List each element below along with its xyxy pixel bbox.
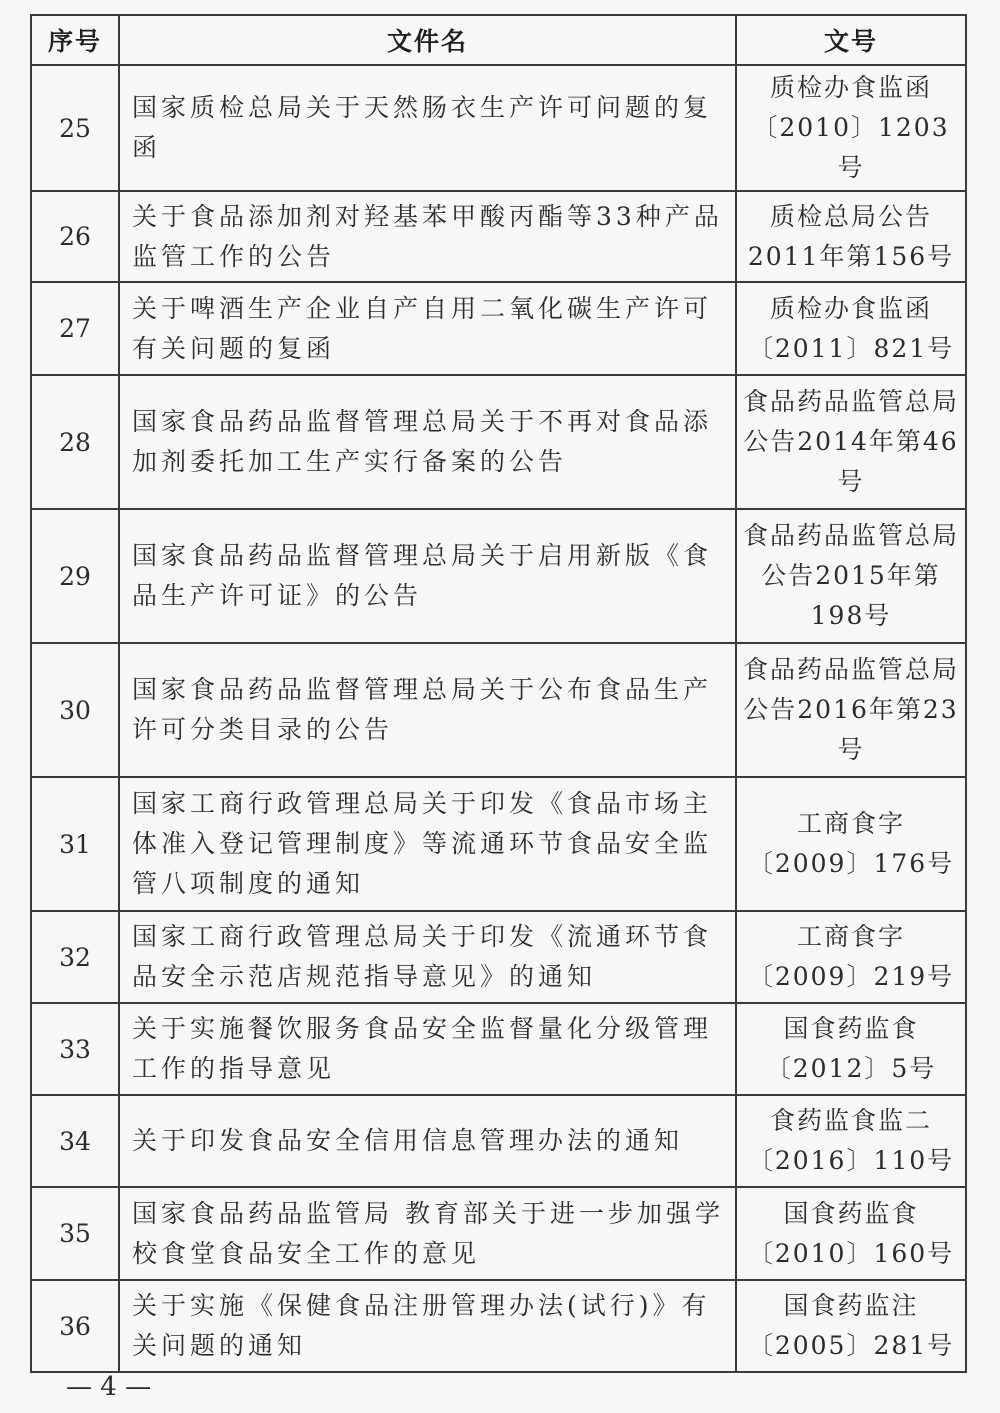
row-doc: 国食药监食〔2010〕160号 — [736, 1187, 966, 1280]
row-no: 27 — [31, 282, 119, 375]
row-doc: 食药监食监二〔2016〕110号 — [736, 1095, 966, 1187]
row-no: 26 — [31, 191, 119, 282]
row-doc: 国食药监注〔2005〕281号 — [736, 1280, 966, 1372]
row-no: 36 — [31, 1280, 119, 1372]
row-doc: 食品药品监管总局公告2015年第198号 — [736, 509, 966, 643]
row-title: 国家质检总局关于天然肠衣生产许可问题的复函 — [119, 65, 736, 191]
row-title: 国家工商行政管理总局关于印发《食品市场主体准入登记管理制度》等流通环节食品安全监管八项制度的通知 — [119, 777, 736, 911]
table-row — [31, 65, 966, 191]
row-doc: 食品药品监管总局公告2016年第23号 — [736, 643, 966, 777]
table-row — [31, 282, 966, 375]
header-no: 序号 — [31, 15, 119, 65]
table-row — [31, 1280, 966, 1372]
document-table — [30, 14, 967, 1373]
row-title: 国家工商行政管理总局关于印发《流通环节食品安全示范店规范指导意见》的通知 — [119, 911, 736, 1003]
row-doc: 工商食字〔2009〕176号 — [736, 777, 966, 911]
row-no: 33 — [31, 1003, 119, 1095]
row-title: 国家食品药品监督管理总局关于不再对食品添加剂委托加工生产实行备案的公告 — [119, 375, 736, 509]
table-header-row — [31, 15, 966, 65]
row-title: 关于实施餐饮服务食品安全监督量化分级管理工作的指导意见 — [119, 1003, 736, 1095]
row-title: 关于印发食品安全信用信息管理办法的通知 — [119, 1095, 736, 1187]
row-no: 34 — [31, 1095, 119, 1187]
header-doc: 文号 — [736, 15, 966, 65]
row-no: 35 — [31, 1187, 119, 1280]
row-doc: 工商食字〔2009〕219号 — [736, 911, 966, 1003]
row-no: 32 — [31, 911, 119, 1003]
table-row — [31, 1003, 966, 1095]
row-no: 31 — [31, 777, 119, 911]
row-doc: 食品药品监管总局公告2014年第46号 — [736, 375, 966, 509]
row-doc: 质检办食监函〔2010〕1203号 — [736, 65, 966, 191]
row-doc: 质检总局公告2011年第156号 — [736, 191, 966, 282]
row-title: 关于实施《保健食品注册管理办法(试行)》有关问题的通知 — [119, 1280, 736, 1372]
table-row — [31, 375, 966, 509]
row-title: 国家食品药品监管局 教育部关于进一步加强学校食堂食品安全工作的意见 — [119, 1187, 736, 1280]
row-no: 25 — [31, 65, 119, 191]
table-row — [31, 643, 966, 777]
table-row — [31, 191, 966, 282]
row-title: 国家食品药品监督管理总局关于公布食品生产许可分类目录的公告 — [119, 643, 736, 777]
page-number: — 4 — — [66, 1372, 152, 1402]
row-title: 关于啤酒生产企业自产自用二氧化碳生产许可有关问题的复函 — [119, 282, 736, 375]
row-title: 国家食品药品监督管理总局关于启用新版《食品生产许可证》的公告 — [119, 509, 736, 643]
row-title: 关于食品添加剂对羟基苯甲酸丙酯等33种产品监管工作的公告 — [119, 191, 736, 282]
table-row — [31, 1095, 966, 1187]
header-title: 文件名 — [119, 15, 736, 65]
row-doc: 国食药监食〔2012〕5号 — [736, 1003, 966, 1095]
table-row — [31, 1187, 966, 1280]
row-no: 30 — [31, 643, 119, 777]
row-no: 28 — [31, 375, 119, 509]
table-row — [31, 777, 966, 911]
row-doc: 质检办食监函〔2011〕821号 — [736, 282, 966, 375]
table-row — [31, 911, 966, 1003]
row-no: 29 — [31, 509, 119, 643]
table-row — [31, 509, 966, 643]
